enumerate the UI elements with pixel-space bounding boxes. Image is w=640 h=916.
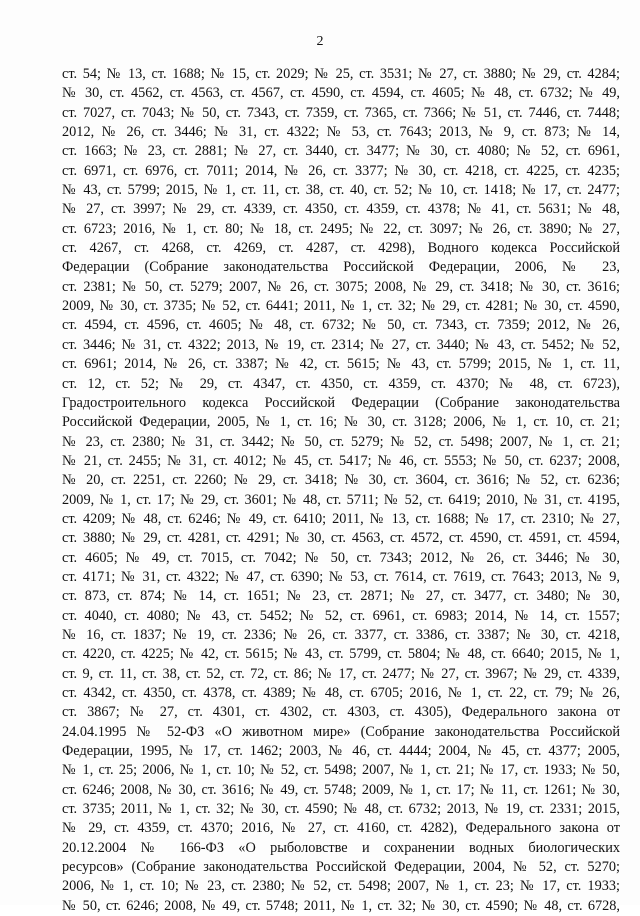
text-line: 2006, № 1, ст. 10; № 23, ст. 2380; № 52, ст. 5498; 2007, № 1, ст. 23; № 17, ст. 1933;: [62, 878, 620, 895]
text-line: № 1, ст. 25; 2006, № 1, ст. 10; № 52, ст. 5498; 2007, № 1, ст. 21; № 17, ст. 1933; № 50,: [62, 762, 620, 779]
text-line: ст. 4594, ст. 4596, ст. 4605; № 48, ст. 6732; № 50, ст. 7343, ст. 7359; 2012, № 26,: [62, 317, 620, 334]
text-line: ст. 7027, ст. 7043; № 50, ст. 7343, ст. 7359, ст. 7365, ст. 7366; № 51, ст. 7446, ст. 7448;: [62, 104, 620, 121]
text-line: ст. 4171; № 31, ст. 4322; № 47, ст. 6390; № 53, ст. 7614, ст. 7619, ст. 7643; 2013, № 9,: [62, 568, 620, 585]
text-line: ст. 9, ст. 11, ст. 38, ст. 52, ст. 72, ст. 86; № 17, ст. 2477; № 27, ст. 3967; № 29, ст. 4339,: [62, 665, 620, 682]
text-line: № 43, ст. 5799; 2015, № 1, ст. 11, ст. 38, ст. 40, ст. 52; № 10, ст. 1418; № 17, ст. 2477;: [62, 182, 620, 199]
text-line: ст. 4040, ст. 4080; № 43, ст. 5452; № 52, ст. 6961, ст. 6983; 2014, № 14, ст. 1557;: [62, 607, 620, 624]
text-line: ст. 4220, ст. 4225; № 42, ст. 5615; № 43, ст. 5799, ст. 5804; № 48, ст. 6640; 2015, № 1,: [62, 646, 620, 663]
text-line: 2009, № 1, ст. 17; № 29, ст. 3601; № 48, ст. 5711; № 52, ст. 6419; 2010, № 31, ст. 4195,: [62, 491, 620, 508]
page-number: 2: [316, 34, 324, 49]
text-line: № 27, ст. 3997; № 29, ст. 4339, ст. 4350, ст. 4359, ст. 4378; № 41, ст. 5631; № 48,: [62, 201, 620, 218]
text-line: ст. 4605; № 49, ст. 7015, ст. 7042; № 50, ст. 7343; 2012, № 26, ст. 3446; № 30,: [62, 549, 620, 566]
text-line: ст. 6723; 2016, № 1, ст. 80; № 18, ст. 2495; № 22, ст. 3097; № 26, ст. 3890; № 27,: [62, 220, 620, 237]
text-line: Федерации (Собрание законодательства Российской Федерации, 2006, № 23,: [62, 259, 620, 276]
text-line: ст. 54; № 13, ст. 1688; № 15, ст. 2029; № 25, ст. 3531; № 27, ст. 3880; № 29, ст. 4284;: [62, 66, 620, 82]
text-line: ст. 4342, ст. 4350, ст. 4378, ст. 4389; № 48, ст. 6705; 2016, № 1, ст. 22, ст. 79; № 26,: [62, 685, 620, 701]
text-line: № 21, ст. 2455; № 31, ст. 4012; № 45, ст. 5417; № 46, ст. 5553; № 50, ст. 6237; 2008,: [62, 452, 620, 469]
text-line: Градостроительного кодекса Российской Федерации (Собрание законодательства: [62, 394, 620, 411]
text-line: № 50, ст. 6246; 2008, № 49, ст. 5748; 2011, № 1, ст. 32; № 30, ст. 4590; № 48, ст. 6728,: [62, 897, 620, 914]
text-line: 24.04.1995 № 52-ФЗ «О животном мире» (Собрание законодательства Российской: [62, 723, 620, 740]
text-line: ст. 2381; № 50, ст. 5279; 2007, № 26, ст. 3075; 2008, № 29, ст. 3418; № 30, ст. 3616;: [62, 278, 620, 295]
text-line: ресурсов» (Собрание законодательства Российской Федерации, 2004, № 52, ст. 5270;: [62, 859, 620, 876]
text-line: ст. 6246; 2008, № 30, ст. 3616; № 49, ст. 5748; 2009, № 1, ст. 17; № 11, ст. 1261; № 30,: [62, 781, 620, 798]
text-line: ст. 4267, ст. 4268, ст. 4269, ст. 4287, ст. 4298), Водного кодекса Российской: [62, 240, 620, 257]
text-line: ст. 3867; № 27, ст. 4301, ст. 4302, ст. 4303, ст. 4305), Федерального закона от: [62, 704, 620, 721]
text-line: № 29, ст. 4359, ст. 4370; 2016, № 27, ст. 4160, ст. 4282), Федерального закона от: [62, 820, 620, 837]
text-line: ст. 3446; № 31, ст. 4322; 2013, № 19, ст. 2314; № 27, ст. 3440; № 43, ст. 5452; № 52,: [62, 336, 620, 353]
text-line: Российской Федерации, 2005, № 1, ст. 16; № 30, ст. 3128; 2006, № 1, ст. 10, ст. 21;: [62, 414, 620, 431]
text-line: ст. 4209; № 48, ст. 6246; № 49, ст. 6410; 2011, № 13, ст. 1688; № 17, ст. 2310; № 27,: [62, 510, 620, 527]
text-line: ст. 6961; 2014, № 26, ст. 3387; № 42, ст. 5615; № 43, ст. 5799; 2015, № 1, ст. 11,: [62, 356, 620, 373]
text-line: ст. 873, ст. 874; № 14, ст. 1651; № 23, ст. 2871; № 27, ст. 3477, ст. 3480; № 30,: [62, 588, 620, 605]
document-body: [62, 65, 620, 916]
text-line: 2009, № 30, ст. 3735; № 52, ст. 6441; 2011, № 1, ст. 32; № 29, ст. 4281; № 30, ст. 4590,: [62, 298, 620, 315]
text-line: ст. 12, ст. 52; № 29, ст. 4347, ст. 4350, ст. 4359, ст. 4370; № 48, ст. 6723),: [62, 375, 620, 392]
text-line: № 16, ст. 1837; № 19, ст. 2336; № 26, ст. 3377, ст. 3386, ст. 3387; № 30, ст. 4218,: [62, 626, 620, 643]
text-line: ст. 1663; № 23, ст. 2881; № 27, ст. 3440, ст. 3477; № 30, ст. 4080; № 52, ст. 6961,: [62, 143, 620, 160]
text-line: № 20, ст. 2251, ст. 2260; № 29, ст. 3418; № 30, ст. 3604, ст. 3616; № 52, ст. 6236;: [62, 472, 620, 489]
text-line: Федерации, 1995, № 17, ст. 1462; 2003, № 46, ст. 4444; 2004, № 45, ст. 4377; 2005,: [62, 743, 620, 760]
text-line: ст. 3880; № 29, ст. 4281, ст. 4291; № 30, ст. 4563, ст. 4572, ст. 4590, ст. 4591, ст. 4594,: [62, 530, 620, 547]
text-line: ст. 6971, ст. 6976, ст. 7011; 2014, № 26, ст. 3377; № 30, ст. 4218, ст. 4225, ст. 4235;: [62, 162, 620, 179]
text-line: № 30, ст. 4562, ст. 4563, ст. 4567, ст. 4590, ст. 4594, ст. 4605; № 48, ст. 6732; № 49,: [62, 85, 620, 102]
text-line: № 23, ст. 2380; № 31, ст. 3442; № 50, ст. 5279; № 52, ст. 5498; 2007, № 1, ст. 21;: [62, 433, 620, 450]
text-line: 20.12.2004 № 166-ФЗ «О рыболовстве и сохранении водных биологических: [62, 839, 620, 856]
text-line: 2012, № 26, ст. 3446; № 31, ст. 4322; № 53, ст. 7643; 2013, № 9, ст. 873; № 14,: [62, 124, 620, 141]
text-line: ст. 3735; 2011, № 1, ст. 32; № 30, ст. 4590; № 48, ст. 6732; 2013, № 19, ст. 2331; 2015,: [62, 801, 620, 818]
